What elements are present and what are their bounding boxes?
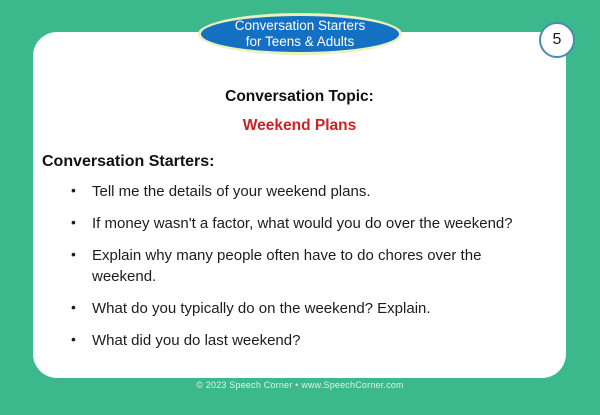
bullet-icon: • [71, 246, 76, 262]
header-title-ellipse [198, 13, 402, 55]
starter-item-text: What do you typically do on the weekend? Explain. [92, 300, 431, 317]
bullet-icon: • [71, 182, 76, 198]
bullet-icon: • [71, 331, 76, 347]
card-number-badge [539, 22, 575, 58]
starters-list [33, 181, 566, 362]
card-number: 5 [552, 31, 562, 48]
starter-item-text: Explain why many people often have to do chores over the weekend. [92, 247, 482, 285]
bullet-icon: • [71, 214, 76, 230]
starter-item [33, 330, 544, 351]
starter-item [33, 181, 544, 202]
topic-label: Conversation Topic: [225, 88, 374, 105]
starter-item [33, 298, 544, 319]
copyright-footer: © 2023 Speech Corner • www.SpeechCorner.com [196, 380, 404, 390]
starter-item-text: If money wasn't a factor, what would you do over the weekend? [92, 215, 513, 232]
flashcard [33, 32, 566, 378]
topic-value: Weekend Plans [242, 117, 357, 134]
header-title-line2: for Teens & Adults [245, 34, 355, 49]
bullet-icon: • [71, 299, 76, 315]
starters-heading: Conversation Starters: [42, 153, 215, 170]
starter-item [33, 245, 544, 287]
starter-item-text: Tell me the details of your weekend plans. [92, 183, 371, 200]
starter-item [33, 213, 544, 234]
header-title-line1: Conversation Starters [234, 18, 366, 33]
starter-item-text: What did you do last weekend? [92, 332, 301, 349]
